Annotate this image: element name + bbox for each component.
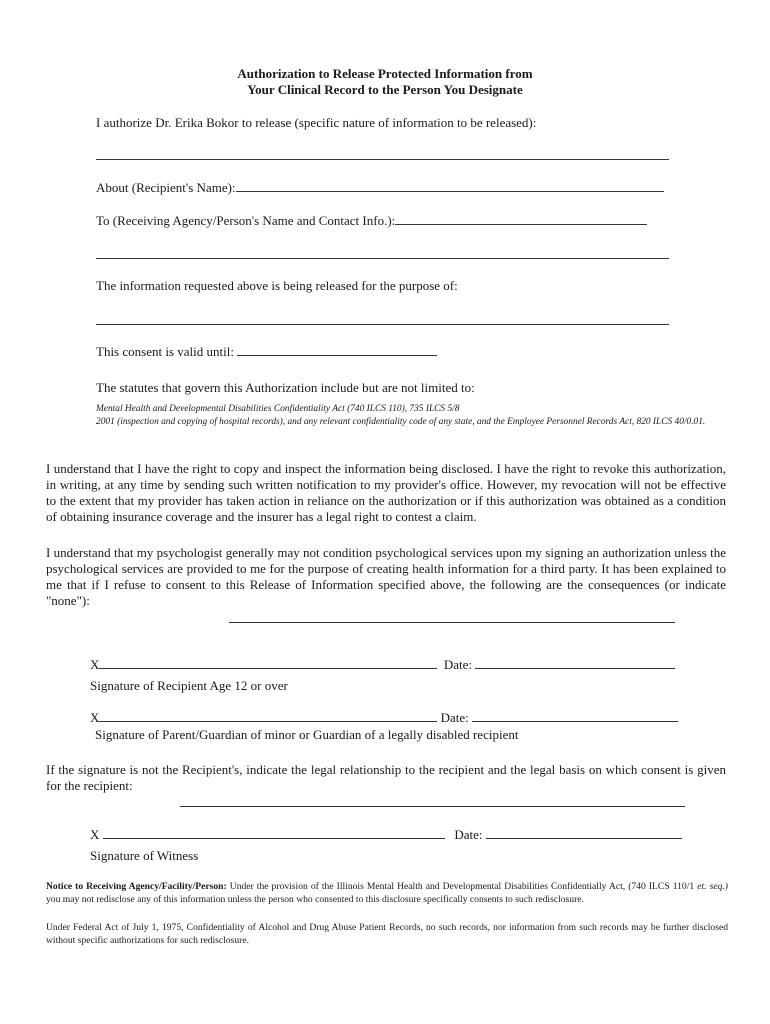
notice-label: Notice to Receiving Agency/Facility/Person: — [46, 881, 227, 892]
recipient-name-row — [96, 180, 664, 196]
form-title-line-2: Your Clinical Record to the Person You Designate — [247, 82, 523, 97]
receiving-agency-row — [96, 213, 647, 229]
relationship-field[interactable] — [180, 806, 685, 807]
receiving-agency-contact-field[interactable] — [96, 258, 669, 259]
valid-until-row — [96, 344, 437, 360]
guardian-signature-row — [90, 710, 678, 726]
conditions-paragraph: I understand that my psychologist generally may not condition psychological services upon my signing an authorization unless the psychological services are provided to me for the purpose of creating health information for a third party. It has been explained to me that if I refuse to consent to this Release of Information specified above, the following are the consequences (or indicate "none"): — [46, 545, 726, 608]
recipient-signature-row — [90, 657, 675, 673]
purpose-field[interactable] — [96, 324, 669, 325]
guardian-signature-field[interactable] — [99, 710, 437, 722]
witness-date-field[interactable] — [486, 827, 682, 839]
guardian-x-mark: X — [90, 710, 100, 725]
witness-signature-field[interactable] — [103, 827, 445, 839]
witness-signature-row — [90, 827, 682, 843]
notice-paragraph — [46, 880, 728, 906]
notice-et-seq: et. seq.) — [697, 881, 728, 892]
statutes-label: The statutes that govern this Authorization include but are not limited to: — [96, 380, 475, 395]
valid-until-label: This consent is valid until: — [96, 344, 234, 359]
recipient-date-field[interactable] — [475, 657, 675, 669]
authorize-label: I authorize Dr. Erika Bokor to release (specific nature of information to be released): — [96, 115, 537, 130]
guardian-date-field[interactable] — [472, 710, 678, 722]
recipient-name-field[interactable] — [236, 180, 664, 192]
witness-x-mark: X — [90, 827, 100, 842]
receiving-agency-label: To (Receiving Agency/Person's Name and Contact Info.): — [96, 213, 396, 228]
federal-notice-paragraph: Under Federal Act of July 1, 1975, Confidentiality of Alcohol and Drug Abuse Patient Records, no such records, nor information from such records may be further disclosed without specific authorizations for such redisclosure. — [46, 922, 728, 946]
recipient-signature-field[interactable] — [99, 657, 437, 669]
statutes-line-2: 2001 (inspection and copying of hospital records), and any relevant confidentiality code of any state, and the Employee Personnel Records Act, 820 ILCS 40/0.01. — [96, 417, 706, 427]
recipient-date-label: Date: — [443, 657, 473, 672]
witness-date-label: Date: — [454, 827, 483, 842]
purpose-label: The information requested above is being released for the purpose of: — [96, 278, 458, 293]
recipient-x-mark: X — [90, 657, 100, 672]
information-to-release-field[interactable] — [96, 159, 669, 160]
relationship-paragraph: If the signature is not the Recipient's, indicate the legal relationship to the recipient and the legal basis on which consent is given for the recipient: — [46, 762, 726, 793]
receiving-agency-field[interactable] — [395, 213, 647, 225]
valid-until-field[interactable] — [237, 344, 437, 356]
witness-signature-caption: Signature of Witness — [90, 848, 199, 863]
notice-text-1: Under the provision of the Illinois Mental Health and Developmental Disabilities Confidentially Act, (740 ILCS 110/1 — [226, 881, 698, 892]
consequences-field[interactable] — [229, 622, 675, 623]
recipient-signature-caption: Signature of Recipient Age 12 or over — [90, 678, 288, 693]
form-title-line-1: Authorization to Release Protected Information from — [237, 66, 533, 81]
rights-paragraph: I understand that I have the right to copy and inspect the information being disclosed. I have the right to revoke this authorization, in writing, at any time by sending such written notification to my provider's office. However, my revocation will not be effective to the extent that my provider has taken action in reliance on the authorization or if this authorization was obtained as a condition of obtaining insurance coverage and the insurer has a legal right to contest a claim. — [46, 461, 726, 524]
guardian-date-label: Date: — [440, 710, 469, 725]
guardian-signature-caption: Signature of Parent/Guardian of minor or Guardian of a legally disabled recipient — [95, 727, 519, 742]
statutes-line-1: Mental Health and Developmental Disabilities Confidentiality Act (740 ILCS 110), 735 ILCS 5/8 — [96, 404, 460, 414]
recipient-name-label: About (Recipient's Name): — [96, 180, 236, 195]
notice-text-2: you may not redisclose any of this information unless the person who consented to this disclosure specifically consents to such redisclosure. — [46, 894, 584, 905]
